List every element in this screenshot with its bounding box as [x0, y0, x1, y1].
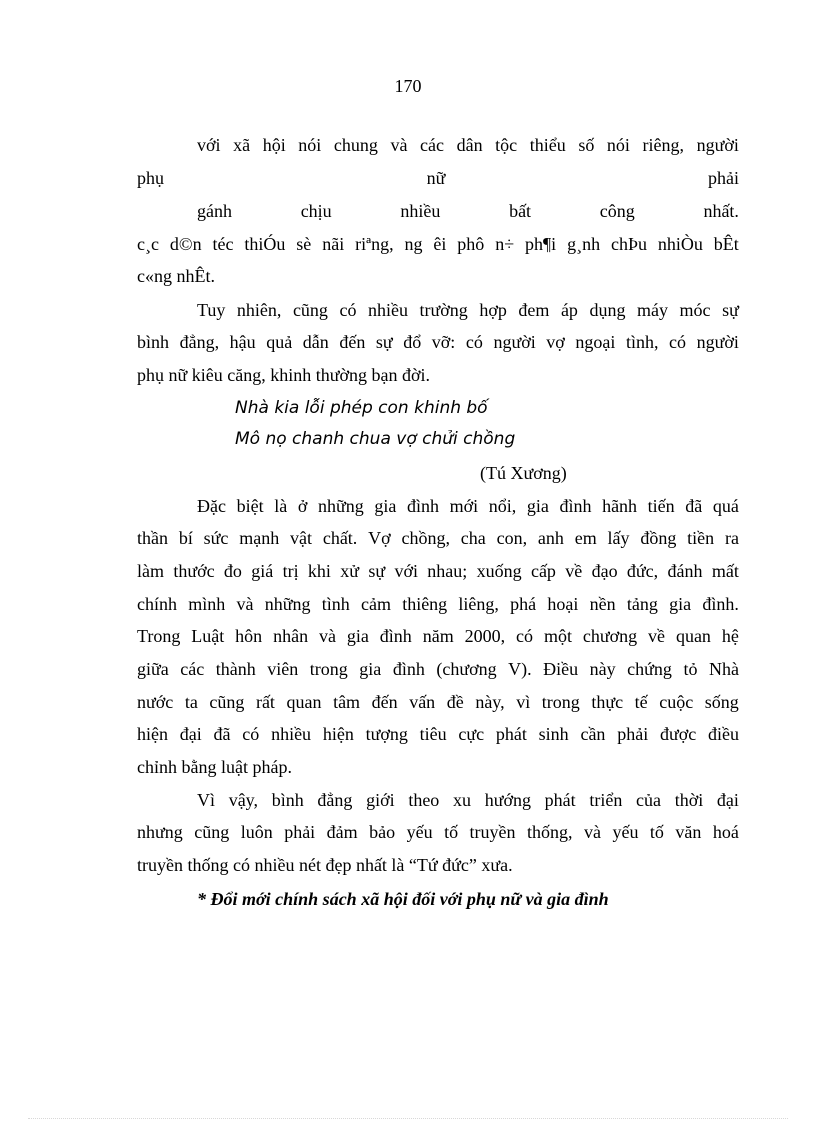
- word: liêng,: [458, 594, 499, 614]
- word: nước: [137, 692, 174, 712]
- word: này,: [475, 692, 505, 712]
- word: cũng: [292, 300, 328, 320]
- word: xã: [233, 135, 251, 155]
- body-line: [137, 821, 739, 843]
- word: dân: [456, 135, 483, 155]
- body-line: [137, 331, 739, 353]
- word: đình: [392, 659, 425, 679]
- word: xuống: [476, 561, 522, 581]
- verse-line: Mô nọ chanh chua vợ chửi chồng: [235, 429, 516, 449]
- page-number: 170: [394, 76, 422, 96]
- word: và: [236, 594, 254, 614]
- word: đức,: [626, 561, 659, 581]
- body-line: [197, 789, 739, 811]
- word: Vợ: [368, 528, 391, 548]
- word: mới: [449, 496, 479, 516]
- word: được: [659, 724, 697, 744]
- word: thước: [173, 561, 215, 581]
- word: nhưng: [137, 822, 183, 842]
- word: đạo: [591, 561, 618, 581]
- word: g¸nh: [567, 234, 601, 254]
- body-line: c«ng nhÊt.: [137, 266, 215, 286]
- body-line: [137, 658, 739, 680]
- word: biệt: [236, 496, 264, 516]
- word: V).: [508, 659, 532, 679]
- word: triển: [589, 790, 623, 810]
- word: cha: [460, 528, 486, 548]
- word: cảm: [360, 594, 391, 614]
- word: đánh: [667, 561, 703, 581]
- word: n÷: [495, 234, 515, 254]
- word: phát: [544, 790, 576, 810]
- word: người: [696, 332, 739, 352]
- word: công: [599, 201, 635, 221]
- word: trị: [282, 561, 299, 581]
- word: thiêng: [402, 594, 448, 614]
- word: ở: [297, 496, 308, 516]
- word: sự: [375, 332, 393, 352]
- word: phải: [617, 724, 649, 744]
- word: bí: [178, 528, 193, 548]
- word: gánh: [197, 201, 232, 221]
- word: con,: [496, 528, 528, 548]
- word: những: [264, 594, 311, 614]
- body-line: [197, 200, 739, 222]
- word: sè: [296, 234, 312, 254]
- word: người: [696, 135, 739, 155]
- body-line: [137, 233, 739, 255]
- word: hoá: [712, 822, 739, 842]
- word: nhiều: [400, 201, 441, 221]
- word: hãnh: [602, 496, 638, 516]
- word: Đặc: [197, 496, 226, 516]
- word: nãi: [322, 234, 345, 254]
- word: đến: [339, 332, 366, 352]
- word: nhiều: [368, 300, 408, 320]
- word: người: [493, 332, 536, 352]
- body-line: [137, 723, 739, 745]
- word: khi: [307, 561, 331, 581]
- word: lấy: [607, 528, 630, 548]
- body-line: [137, 625, 739, 647]
- word: và: [390, 135, 408, 155]
- word: tố: [649, 822, 664, 842]
- word: hiện: [137, 724, 168, 744]
- word: sức: [203, 528, 229, 548]
- word: em: [574, 528, 597, 548]
- word: sống: [704, 692, 739, 712]
- section-heading: * Đổi mới chính sách xã hội đối với phụ nữ và gia đình: [197, 889, 609, 909]
- word: đến: [371, 692, 398, 712]
- body-line: [137, 691, 739, 713]
- body-line: [137, 167, 739, 189]
- body-line: [137, 593, 739, 615]
- word: các: [180, 659, 205, 679]
- word: đại: [179, 724, 202, 744]
- word: có: [339, 300, 357, 320]
- word: giữa: [137, 659, 169, 679]
- word: Nhà: [708, 659, 739, 679]
- word: yếu: [612, 822, 639, 842]
- body-line: [197, 134, 739, 156]
- word: tâm: [333, 692, 361, 712]
- word: đổ: [403, 332, 422, 352]
- word: thần: [137, 528, 168, 548]
- word: vấn: [409, 692, 436, 712]
- word: quan: [286, 692, 322, 712]
- word: nhiên,: [236, 300, 282, 320]
- word: cần: [580, 724, 606, 744]
- body-line: phụ nữ kiêu căng, khinh thường bạn đời.: [137, 365, 431, 385]
- word: với: [197, 135, 221, 155]
- word: vỡ:: [431, 332, 456, 352]
- word: gia: [359, 659, 382, 679]
- word: ngoại: [575, 332, 616, 352]
- word: mất: [711, 561, 739, 581]
- body-line: [197, 495, 739, 517]
- word: vật: [290, 528, 313, 548]
- word: làm: [137, 561, 164, 581]
- word: Điều: [543, 659, 579, 679]
- word: nền: [589, 594, 616, 614]
- word: tượng: [365, 724, 408, 744]
- word: chất.: [322, 528, 358, 548]
- word: chương: [582, 626, 638, 646]
- word: phải: [707, 168, 739, 188]
- body-line: [197, 299, 739, 321]
- word: tố: [444, 822, 459, 842]
- word: cũng: [194, 822, 230, 842]
- word: bình: [137, 332, 170, 352]
- word: sinh: [538, 724, 569, 744]
- word: đình: [406, 496, 439, 516]
- word: sự: [722, 300, 739, 320]
- word: riêng,: [642, 135, 684, 155]
- word: xu: [453, 790, 471, 810]
- word: đã: [213, 724, 231, 744]
- word: về: [648, 626, 666, 646]
- word: riªng,: [355, 234, 394, 254]
- word: ph¶i: [525, 234, 557, 254]
- word: móc: [679, 300, 711, 320]
- word: hợp: [479, 300, 507, 320]
- word: đình: [379, 626, 412, 646]
- word: vì: [516, 692, 531, 712]
- body-line: truyền thống có nhiều nét đẹp nhất là “Tứ đức” xưa.: [137, 855, 513, 875]
- word: nổi,: [488, 496, 517, 516]
- word: chồng,: [401, 528, 450, 548]
- word: phá: [510, 594, 537, 614]
- word: dụng: [589, 300, 626, 320]
- word: gia: [374, 496, 397, 516]
- word: đình.: [702, 594, 739, 614]
- word: theo: [408, 790, 440, 810]
- word: tiền: [687, 528, 715, 548]
- word: hướng: [484, 790, 531, 810]
- word: có: [465, 332, 483, 352]
- word: mình: [188, 594, 226, 614]
- word: chÞu: [610, 234, 647, 254]
- word: số: [578, 135, 595, 155]
- word: tình: [321, 594, 350, 614]
- word: cũng: [209, 692, 245, 712]
- word: và: [583, 822, 601, 842]
- word: thiÓu: [244, 234, 286, 254]
- word: bÊt: [713, 234, 739, 254]
- word: tảng: [626, 594, 658, 614]
- word: hôn: [235, 626, 263, 646]
- word: nhất.: [703, 201, 739, 221]
- word: gia: [669, 594, 692, 614]
- word: cấp: [530, 561, 556, 581]
- word: các: [420, 135, 444, 155]
- word: áp: [560, 300, 578, 320]
- word: đình: [559, 496, 592, 516]
- word: cực: [458, 724, 485, 744]
- word: vậy,: [228, 790, 259, 810]
- word: năm: [422, 626, 454, 646]
- word: thực: [591, 692, 624, 712]
- word: quá: [712, 496, 739, 516]
- word: điều: [708, 724, 739, 744]
- word: Luật: [191, 626, 225, 646]
- word: với: [394, 561, 418, 581]
- word: có: [516, 626, 534, 646]
- word: trong: [541, 692, 580, 712]
- word: (chương: [436, 659, 497, 679]
- word: đồng: [640, 528, 677, 548]
- word: nhân: [273, 626, 309, 646]
- word: bình: [271, 790, 304, 810]
- word: dẫn: [302, 332, 329, 352]
- page-bottom-rule: [28, 1118, 788, 1119]
- word: téc: [212, 234, 234, 254]
- word: đẳng,: [179, 332, 220, 352]
- word: chứng: [627, 659, 672, 679]
- word: vợ: [546, 332, 565, 352]
- word: Vì: [197, 790, 215, 810]
- word: viên: [267, 659, 299, 679]
- word: hội: [262, 135, 286, 155]
- word: thành: [215, 659, 256, 679]
- word: trong: [309, 659, 348, 679]
- word: quả: [266, 332, 293, 352]
- word: phụ: [137, 168, 164, 188]
- body-line: [137, 527, 739, 549]
- body-line: chỉnh bằng luật pháp.: [137, 757, 292, 777]
- word: Trong: [137, 626, 181, 646]
- word: ta: [184, 692, 198, 712]
- word: xử: [340, 561, 360, 581]
- word: c¸c: [137, 234, 159, 254]
- word: của: [636, 790, 662, 810]
- word: đẳng: [317, 790, 353, 810]
- word: đại: [716, 790, 739, 810]
- word: giá: [251, 561, 274, 581]
- word: những: [317, 496, 364, 516]
- word: đo: [223, 561, 242, 581]
- word: tiêu: [419, 724, 447, 744]
- word: hệ: [721, 626, 739, 646]
- word: phô: [457, 234, 485, 254]
- word: đã: [685, 496, 703, 516]
- word: máy: [637, 300, 668, 320]
- word: tiến: [647, 496, 675, 516]
- word: bất: [509, 201, 532, 221]
- body-line: [137, 560, 739, 582]
- word: tế: [634, 692, 648, 712]
- word: nói: [606, 135, 630, 155]
- word: nhiều: [271, 724, 312, 744]
- word: chịu: [300, 201, 332, 221]
- word: nhiÒu: [657, 234, 703, 254]
- word: tình,: [625, 332, 659, 352]
- word: hiện: [322, 724, 354, 744]
- word: ng: [404, 234, 423, 254]
- word: êi: [433, 234, 447, 254]
- verse-attribution: (Tú Xương): [480, 463, 567, 483]
- word: và: [318, 626, 336, 646]
- word: d©n: [169, 234, 202, 254]
- word: về: [565, 561, 583, 581]
- word: thời: [674, 790, 704, 810]
- word: tộc: [495, 135, 518, 155]
- word: luôn: [240, 822, 273, 842]
- word: phải: [284, 822, 316, 842]
- word: một: [543, 626, 572, 646]
- word: mạnh: [239, 528, 280, 548]
- word: bảo: [369, 822, 396, 842]
- word: anh: [537, 528, 564, 548]
- word: có: [669, 332, 687, 352]
- word: gia: [346, 626, 369, 646]
- word: văn: [675, 822, 702, 842]
- word: cuộc: [659, 692, 694, 712]
- word: rất: [255, 692, 275, 712]
- word: tỏ: [683, 659, 698, 679]
- word: này: [589, 659, 616, 679]
- word: đảm: [326, 822, 358, 842]
- word: nhau;: [427, 561, 468, 581]
- word: chung: [333, 135, 378, 155]
- verse-line: Nhà kia lỗi phép con khinh bố: [235, 398, 488, 418]
- word: quan: [675, 626, 711, 646]
- word: hoại: [547, 594, 579, 614]
- word: nói: [298, 135, 322, 155]
- word: đem: [518, 300, 550, 320]
- word: ra: [724, 528, 739, 548]
- word: là: [274, 496, 288, 516]
- word: đề: [446, 692, 464, 712]
- word: hậu: [229, 332, 256, 352]
- word: truyền: [469, 822, 516, 842]
- word: thống,: [527, 822, 573, 842]
- word: Tuy: [197, 300, 226, 320]
- word: có: [242, 724, 260, 744]
- word: 2000,: [464, 626, 506, 646]
- word: chính: [137, 594, 177, 614]
- word: yếu: [406, 822, 433, 842]
- word: gia: [526, 496, 549, 516]
- word: giới: [366, 790, 395, 810]
- word: sự: [368, 561, 386, 581]
- word: phát: [495, 724, 527, 744]
- word: nữ: [426, 168, 446, 188]
- word: thiểu: [529, 135, 566, 155]
- word: trường: [419, 300, 468, 320]
